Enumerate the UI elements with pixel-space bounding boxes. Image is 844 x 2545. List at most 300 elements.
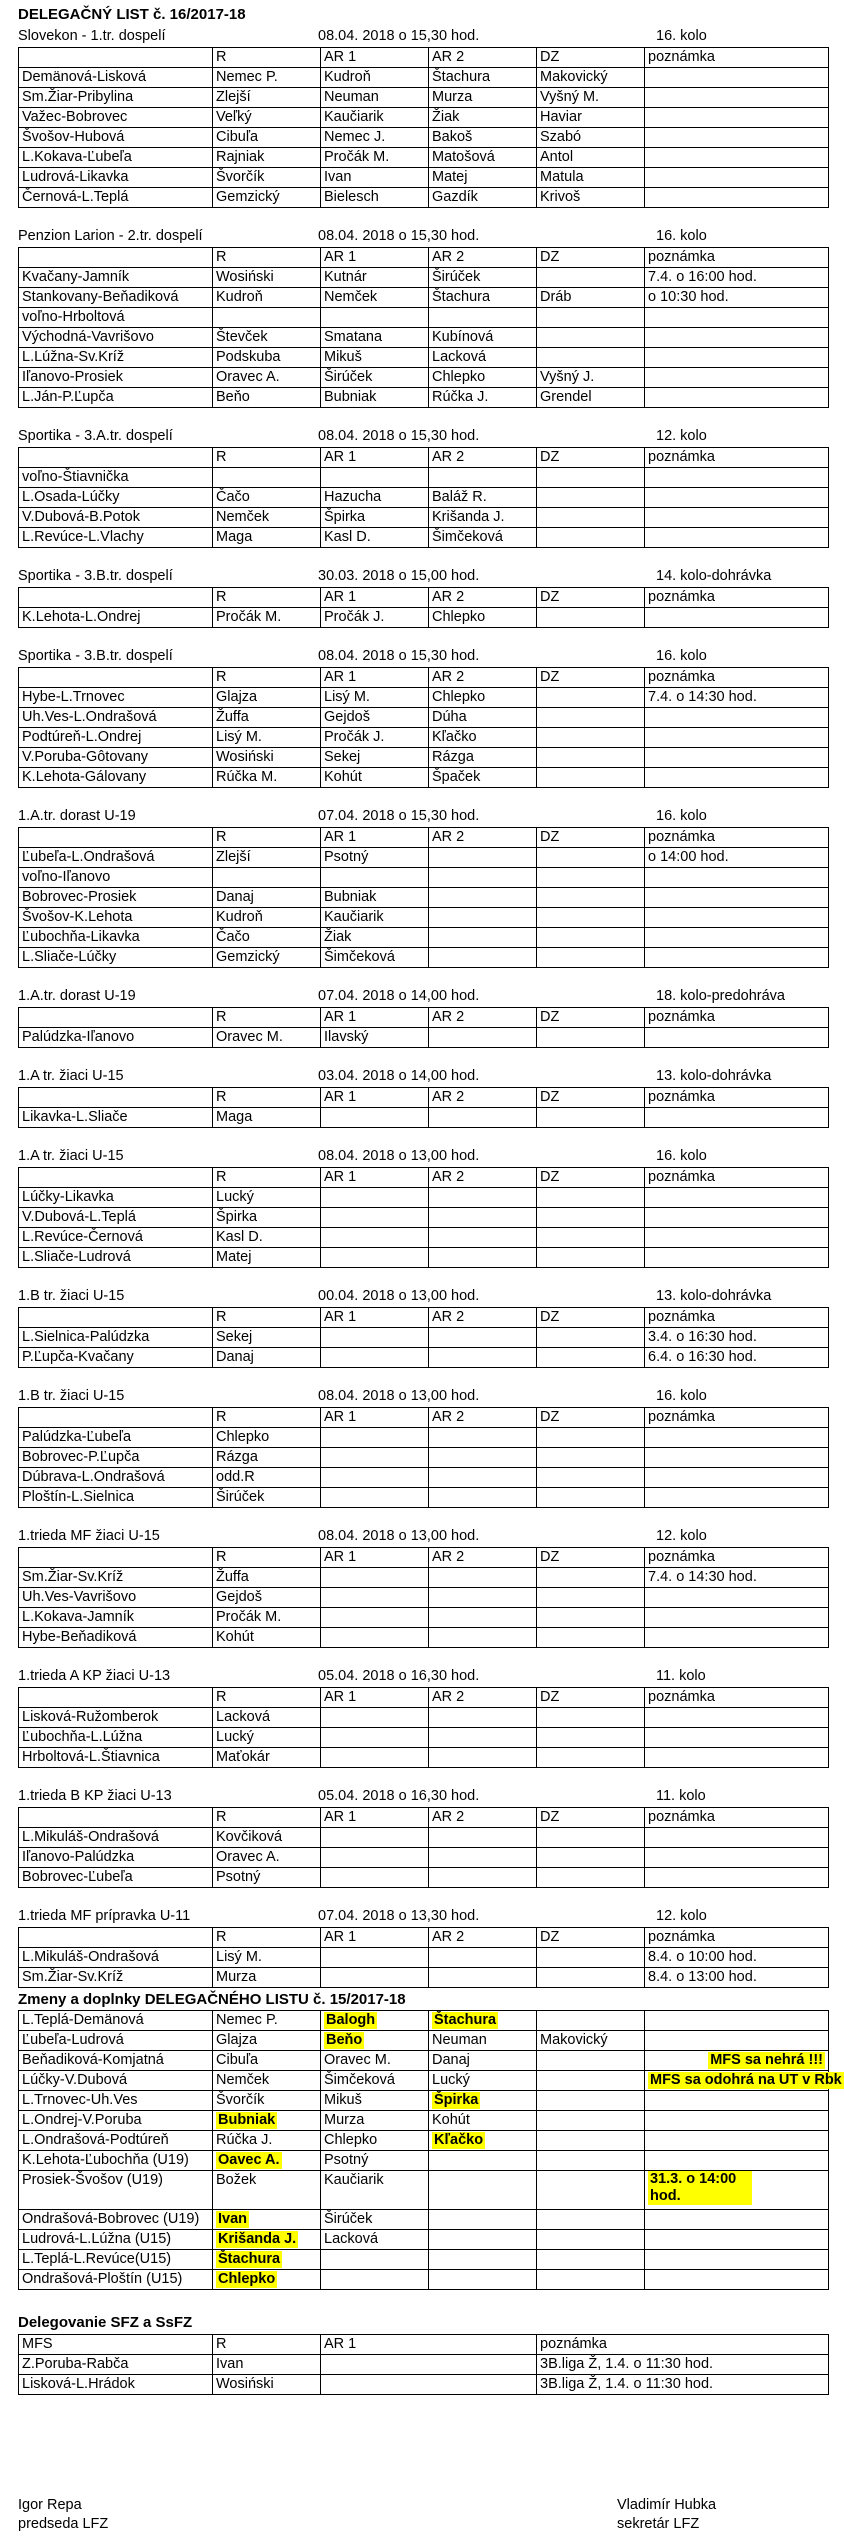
column-header: R — [213, 668, 321, 688]
changes-cell: Makovický — [537, 2031, 645, 2051]
changes-cell — [537, 2250, 645, 2270]
changes-cell — [537, 2091, 645, 2111]
table-cell: Kvačany-Jamník — [19, 268, 213, 288]
changes-cell: Rúčka J. — [213, 2131, 321, 2151]
changes-row — [19, 2250, 829, 2270]
column-header — [19, 1308, 213, 1328]
table-row — [19, 288, 829, 308]
table-cell: Hybe-Beňadiková — [19, 1628, 213, 1648]
table-cell — [537, 1328, 645, 1348]
column-header: AR 1 — [321, 668, 429, 688]
section — [18, 1786, 831, 1888]
table-cell: L.Kokava-Ľubeľa — [19, 148, 213, 168]
column-header: DZ — [537, 248, 645, 268]
table-cell — [429, 848, 537, 868]
column-header: DZ — [537, 1808, 645, 1828]
table-cell: Chlepko — [213, 1428, 321, 1448]
column-header: AR 1 — [321, 828, 429, 848]
table-header-row — [19, 1168, 829, 1188]
table-cell: Nemec J. — [321, 128, 429, 148]
table-cell — [537, 1108, 645, 1128]
column-header: poznámka — [645, 828, 829, 848]
table-cell — [645, 1588, 829, 1608]
table-cell: Oravec A. — [213, 368, 321, 388]
section-round: 16. kolo — [656, 1148, 707, 1164]
table-row — [19, 188, 829, 208]
section-round: 13. kolo-dohrávka — [656, 1068, 772, 1084]
table-cell: Kohút — [321, 768, 429, 788]
table-cell: Ľubochňa-Likavka — [19, 928, 213, 948]
section-table — [18, 47, 829, 208]
column-header: DZ — [537, 588, 645, 608]
column-header: AR 2 — [429, 248, 537, 268]
table-cell: Matej — [213, 1248, 321, 1268]
column-header: R — [213, 1408, 321, 1428]
column-header: poznámka — [645, 1688, 829, 1708]
delegation-table — [18, 2334, 829, 2395]
table-cell — [429, 1848, 537, 1868]
changes-cell — [645, 2151, 829, 2171]
table-cell — [645, 1208, 829, 1228]
delegation-row — [19, 2355, 829, 2375]
table-cell — [537, 688, 645, 708]
changes-cell — [537, 2270, 645, 2290]
table-cell: Makovický — [537, 68, 645, 88]
table-cell — [537, 528, 645, 548]
table-cell — [429, 1708, 537, 1728]
column-header: AR 2 — [429, 1088, 537, 1108]
changes-cell — [321, 2011, 429, 2031]
table-cell — [645, 468, 829, 488]
column-header: poznámka — [645, 1308, 829, 1328]
changes-cell — [213, 2270, 321, 2290]
column-header: AR 1 — [321, 1548, 429, 1568]
table-cell — [321, 1868, 429, 1888]
section-date: 08.04. 2018 o 13,00 hod. — [318, 1388, 480, 1404]
table-cell — [429, 1448, 537, 1468]
changes-row — [19, 2011, 829, 2031]
table-cell — [537, 1448, 645, 1468]
table-row — [19, 1868, 829, 1888]
table-cell: 7.4. o 16:00 hod. — [645, 268, 829, 288]
table-row — [19, 1328, 829, 1348]
section-name: 1.B tr. žiaci U-15 — [18, 1288, 125, 1304]
section-name: 1.A.tr. dorast U-19 — [18, 808, 136, 824]
column-header: AR 2 — [429, 1548, 537, 1568]
table-cell: 6.4. o 16:30 hod. — [645, 1348, 829, 1368]
changes-cell — [537, 2151, 645, 2171]
table-cell — [645, 1228, 829, 1248]
table-cell: Lúčky-Likavka — [19, 1188, 213, 1208]
column-header: R — [213, 1688, 321, 1708]
column-header: DZ — [537, 1088, 645, 1108]
table-cell: Beňo — [213, 388, 321, 408]
table-cell — [645, 108, 829, 128]
table-header-row — [19, 248, 829, 268]
delegation-document — [18, 4, 842, 2395]
delegation-cell: 3B.liga Ž, 1.4. o 11:30 hod. — [537, 2375, 829, 2395]
section-date: 07.04. 2018 o 13,30 hod. — [318, 1908, 480, 1924]
section-table — [18, 1087, 829, 1128]
table-row — [19, 1208, 829, 1228]
changes-cell — [429, 2171, 537, 2210]
section-date: 30.03. 2018 o 15,00 hod. — [318, 568, 480, 584]
table-cell — [537, 1628, 645, 1648]
table-cell: Nemec P. — [213, 68, 321, 88]
column-header: poznámka — [645, 1548, 829, 1568]
section-round: 11. kolo — [656, 1788, 706, 1804]
changes-cell — [537, 2011, 645, 2031]
table-row — [19, 848, 829, 868]
changes-cell: Psotný — [321, 2151, 429, 2171]
section-header — [18, 1146, 831, 1167]
section-date: 08.04. 2018 o 13,00 hod. — [318, 1528, 480, 1544]
table-cell: Števček — [213, 328, 321, 348]
table-cell: Chlepko — [429, 688, 537, 708]
column-header: R — [213, 48, 321, 68]
table-header-row — [19, 1008, 829, 1028]
section-name: 1.A.tr. dorast U-19 — [18, 988, 136, 1004]
section-table — [18, 1007, 829, 1048]
section-header — [18, 646, 831, 667]
table-cell — [645, 68, 829, 88]
table-cell: Smatana — [321, 328, 429, 348]
table-cell: L.Kokava-Jamník — [19, 1608, 213, 1628]
changes-cell: L.Teplá-Demänová — [19, 2011, 213, 2031]
table-cell: Demänová-Lisková — [19, 68, 213, 88]
table-cell — [645, 368, 829, 388]
table-cell: Zlejší — [213, 848, 321, 868]
table-cell: Bubniak — [321, 888, 429, 908]
section — [18, 1146, 831, 1268]
table-row — [19, 488, 829, 508]
signature-left — [18, 2496, 108, 2534]
highlighted-change: Balogh — [326, 2012, 376, 2028]
changes-cell — [645, 2171, 829, 2210]
table-cell — [645, 148, 829, 168]
table-row — [19, 528, 829, 548]
highlighted-change: Špirka — [434, 2092, 479, 2108]
table-cell: Lucký — [213, 1728, 321, 1748]
table-cell — [645, 1428, 829, 1448]
column-header: DZ — [537, 668, 645, 688]
table-cell: Matula — [537, 168, 645, 188]
section-header — [18, 806, 831, 827]
table-cell — [645, 1728, 829, 1748]
table-cell: Východná-Vavrišovo — [19, 328, 213, 348]
delegation-column-header: R — [213, 2335, 321, 2355]
delegation-cell: 3B.liga Ž, 1.4. o 11:30 hod. — [537, 2355, 829, 2375]
table-cell: Štachura — [429, 288, 537, 308]
section-name: 1.trieda B KP žiaci U-13 — [18, 1788, 172, 1804]
column-header: R — [213, 1548, 321, 1568]
table-cell: Kaučiarik — [321, 908, 429, 928]
section-table — [18, 1927, 829, 1988]
delegation-column-header: poznámka — [537, 2335, 829, 2355]
column-header: AR 1 — [321, 1008, 429, 1028]
table-cell — [645, 1468, 829, 1488]
table-row — [19, 1728, 829, 1748]
table-cell: Ludrová-Likavka — [19, 168, 213, 188]
changes-cell: Kaučiarik — [321, 2171, 429, 2210]
table-cell: Podtúreň-L.Ondrej — [19, 728, 213, 748]
table-row — [19, 1108, 829, 1128]
table-row — [19, 1428, 829, 1448]
table-cell: Žiak — [429, 108, 537, 128]
table-cell: Rázga — [429, 748, 537, 768]
section-name: 1.trieda A KP žiaci U-13 — [18, 1668, 171, 1684]
table-cell — [537, 848, 645, 868]
table-cell: V.Dubová-L.Teplá — [19, 1208, 213, 1228]
column-header: AR 1 — [321, 1168, 429, 1188]
table-cell: Nemček — [321, 288, 429, 308]
table-cell: Hazucha — [321, 488, 429, 508]
delegation-column-header: MFS — [19, 2335, 213, 2355]
changes-cell — [213, 2151, 321, 2171]
table-cell — [321, 1188, 429, 1208]
column-header: AR 1 — [321, 1408, 429, 1428]
section-name: 1.A tr. žiaci U-15 — [18, 1148, 124, 1164]
changes-cell — [645, 2111, 829, 2131]
table-cell: Ľubochňa-L.Lúžna — [19, 1728, 213, 1748]
changes-cell: Lucký — [429, 2071, 537, 2091]
table-cell: Ľubeľa-L.Ondrašová — [19, 848, 213, 868]
table-cell — [429, 1828, 537, 1848]
table-row — [19, 948, 829, 968]
column-header: poznámka — [645, 668, 829, 688]
changes-row — [19, 2091, 829, 2111]
table-cell: Szabó — [537, 128, 645, 148]
table-cell: Kľačko — [429, 728, 537, 748]
table-cell — [537, 1708, 645, 1728]
changes-cell: Lúčky-V.Dubová — [19, 2071, 213, 2091]
table-cell — [321, 1948, 429, 1968]
table-row — [19, 608, 829, 628]
table-row — [19, 388, 829, 408]
signature-left-role: predseda LFZ — [18, 2516, 109, 2532]
section-date: 07.04. 2018 o 14,00 hod. — [318, 988, 480, 1004]
table-cell: Oravec A. — [213, 1848, 321, 1868]
column-header: DZ — [537, 1928, 645, 1948]
table-row — [19, 508, 829, 528]
table-cell: P.Ľupča-Kvačany — [19, 1348, 213, 1368]
table-cell — [429, 1968, 537, 1988]
table-cell: Dúha — [429, 708, 537, 728]
table-header-row — [19, 1088, 829, 1108]
section-round: 11. kolo — [656, 1668, 706, 1684]
table-cell — [321, 1588, 429, 1608]
table-row — [19, 1488, 829, 1508]
table-cell — [537, 1848, 645, 1868]
table-cell — [429, 948, 537, 968]
table-cell — [537, 708, 645, 728]
table-cell: Širúček — [429, 268, 537, 288]
table-cell — [645, 728, 829, 748]
table-cell — [645, 88, 829, 108]
section-round: 18. kolo-predohráva — [656, 988, 785, 1004]
table-cell: Dúbrava-L.Ondrašová — [19, 1468, 213, 1488]
section — [18, 26, 831, 208]
table-row — [19, 1568, 829, 1588]
changes-cell: Ľubeľa-Ludrová — [19, 2031, 213, 2051]
changes-cell — [537, 2230, 645, 2250]
table-cell: Švošov-Hubová — [19, 128, 213, 148]
changes-cell — [645, 2230, 829, 2250]
table-cell — [645, 768, 829, 788]
table-cell — [645, 388, 829, 408]
changes-cell — [429, 2151, 537, 2171]
highlighted-change: Štachura — [434, 2012, 497, 2028]
table-cell: 8.4. o 10:00 hod. — [645, 1948, 829, 1968]
column-header: AR 2 — [429, 1928, 537, 1948]
column-header: AR 2 — [429, 1688, 537, 1708]
table-cell — [537, 748, 645, 768]
table-cell: Oravec M. — [213, 1028, 321, 1048]
column-header: poznámka — [645, 588, 829, 608]
table-cell — [321, 1348, 429, 1368]
changes-title: Zmeny a doplnky DELEGAČNÉHO LISTU č. 15/2017-18 — [18, 1991, 406, 2008]
table-cell: Vyšný J. — [537, 368, 645, 388]
section-round: 16. kolo — [656, 1388, 707, 1404]
section-header — [18, 1786, 831, 1807]
changes-cell: Nemček — [213, 2071, 321, 2091]
table-cell: Gemzický — [213, 188, 321, 208]
section-table — [18, 447, 829, 548]
column-header — [19, 1408, 213, 1428]
section-name: Slovekon - 1.tr. dospelí — [18, 28, 166, 44]
table-cell — [321, 1728, 429, 1748]
changes-row — [19, 2210, 829, 2230]
table-cell: Pročák M. — [213, 608, 321, 628]
changes-cell: Širúček — [321, 2210, 429, 2230]
table-cell: L.Revúce-Černová — [19, 1228, 213, 1248]
changes-cell — [213, 2210, 321, 2230]
table-header-row — [19, 828, 829, 848]
section-name: 1.trieda MF žiaci U-15 — [18, 1528, 160, 1544]
table-cell: Wosiński — [213, 268, 321, 288]
table-row — [19, 468, 829, 488]
table-cell — [537, 1028, 645, 1048]
table-cell — [645, 1628, 829, 1648]
table-cell — [321, 1828, 429, 1848]
table-cell: 7.4. o 14:30 hod. — [645, 688, 829, 708]
table-cell — [645, 908, 829, 928]
column-header — [19, 248, 213, 268]
changes-cell: Lacková — [321, 2230, 429, 2250]
column-header: AR 1 — [321, 1088, 429, 1108]
table-cell: Kutnár — [321, 268, 429, 288]
highlighted-change: MFS sa nehrá !!! — [710, 2052, 823, 2068]
column-header: DZ — [537, 1008, 645, 1028]
table-cell: Podskuba — [213, 348, 321, 368]
section-header — [18, 226, 831, 247]
section — [18, 1906, 831, 1988]
table-row — [19, 1028, 829, 1048]
table-cell — [537, 608, 645, 628]
table-cell: Maga — [213, 1108, 321, 1128]
table-cell — [537, 948, 645, 968]
table-cell: Špirka — [321, 508, 429, 528]
table-row — [19, 888, 829, 908]
changes-cell — [213, 2230, 321, 2250]
table-cell — [213, 308, 321, 328]
table-cell — [645, 948, 829, 968]
table-cell: V.Poruba-Gôtovany — [19, 748, 213, 768]
table-cell: Bobrovec-Prosiek — [19, 888, 213, 908]
column-header: AR 2 — [429, 668, 537, 688]
column-header: AR 1 — [321, 1688, 429, 1708]
section — [18, 646, 831, 788]
table-cell — [537, 1348, 645, 1368]
table-cell: Chlepko — [429, 368, 537, 388]
table-cell: Sekej — [213, 1328, 321, 1348]
table-cell — [429, 1208, 537, 1228]
table-cell: Kudroň — [213, 908, 321, 928]
table-cell: L.Sliače-Ludrová — [19, 1248, 213, 1268]
table-cell — [645, 308, 829, 328]
table-cell: Rúčka M. — [213, 768, 321, 788]
section-date: 08.04. 2018 o 15,30 hod. — [318, 228, 480, 244]
section — [18, 806, 831, 968]
table-cell — [429, 1628, 537, 1648]
table-row — [19, 1708, 829, 1728]
table-cell — [321, 308, 429, 328]
changes-cell — [537, 2111, 645, 2131]
table-cell — [537, 1488, 645, 1508]
column-header: poznámka — [645, 1088, 829, 1108]
section-date: 08.04. 2018 o 15,30 hod. — [318, 28, 480, 44]
column-header: R — [213, 1308, 321, 1328]
table-cell — [537, 328, 645, 348]
table-cell — [537, 1248, 645, 1268]
column-header: AR 2 — [429, 1308, 537, 1328]
changes-cell: Ondrašová-Bobrovec (U19) — [19, 2210, 213, 2230]
changes-row — [19, 2131, 829, 2151]
column-header: DZ — [537, 828, 645, 848]
table-header-row — [19, 48, 829, 68]
table-row — [19, 148, 829, 168]
table-cell — [645, 888, 829, 908]
column-header: AR 1 — [321, 1808, 429, 1828]
table-cell: Kasl D. — [321, 528, 429, 548]
table-cell: voľno-Iľanovo — [19, 868, 213, 888]
table-row — [19, 1628, 829, 1648]
table-cell — [537, 1868, 645, 1888]
table-row — [19, 1848, 829, 1868]
changes-row — [19, 2171, 829, 2210]
table-cell: Žuffa — [213, 708, 321, 728]
table-row — [19, 268, 829, 288]
table-cell: Širúček — [321, 368, 429, 388]
table-header-row — [19, 1548, 829, 1568]
delegation-cell — [321, 2375, 537, 2395]
table-header-row — [19, 588, 829, 608]
table-cell — [321, 1208, 429, 1228]
table-cell: Uh.Ves-Vavrišovo — [19, 1588, 213, 1608]
table-cell: Murza — [213, 1968, 321, 1988]
table-cell: Likavka-L.Sliače — [19, 1108, 213, 1128]
table-cell: Pročák M. — [321, 148, 429, 168]
column-header — [19, 1688, 213, 1708]
table-cell — [429, 908, 537, 928]
table-cell: L.Osada-Lúčky — [19, 488, 213, 508]
changes-cell: Ondrašová-Ploštín (U15) — [19, 2270, 213, 2290]
section — [18, 226, 831, 408]
table-cell: Palúdzka-Ľubeľa — [19, 1428, 213, 1448]
table-row — [19, 88, 829, 108]
table-cell — [429, 1028, 537, 1048]
table-cell: Bubniak — [321, 388, 429, 408]
